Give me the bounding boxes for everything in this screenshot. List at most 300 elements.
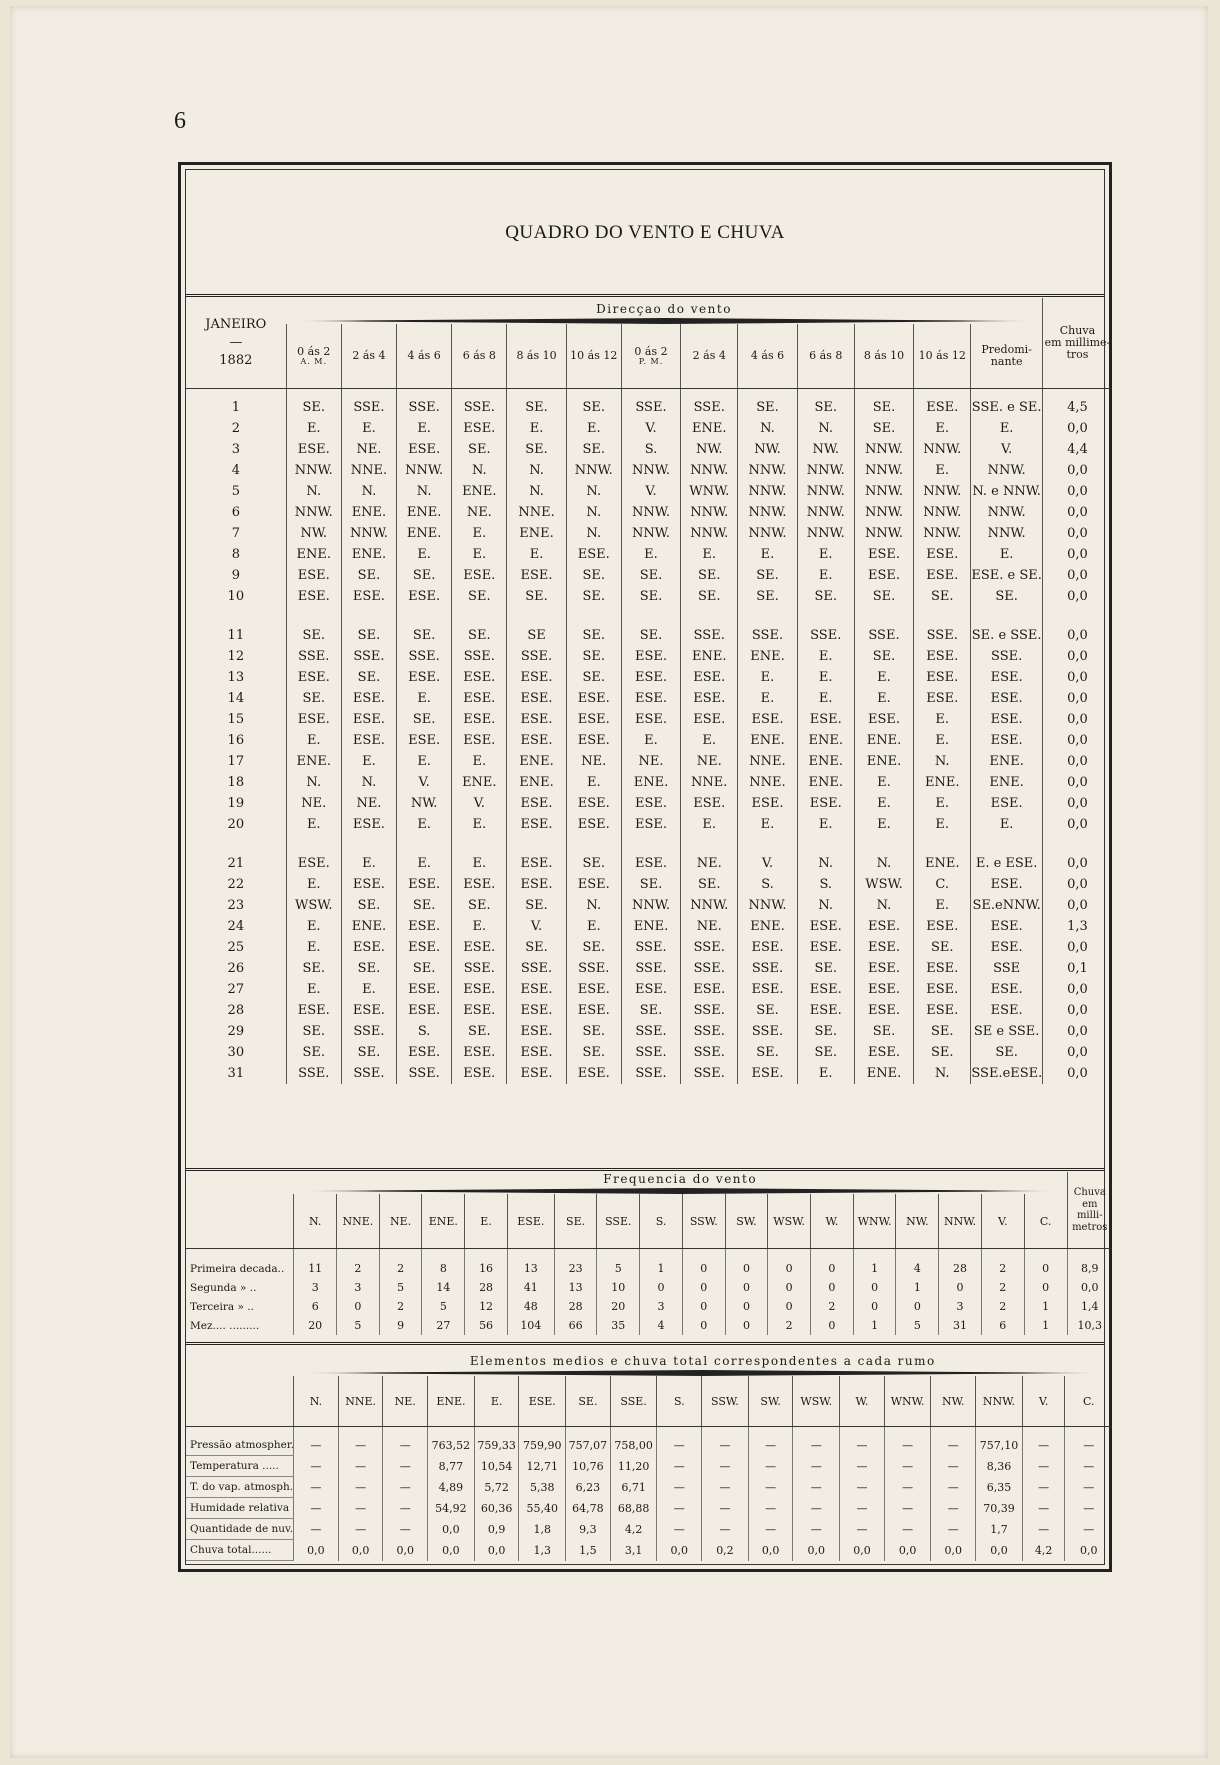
direction-cell: N. <box>507 481 566 502</box>
direction-cell: E. <box>397 853 452 874</box>
direction-cell: NE. <box>341 439 396 460</box>
direction-cell: NNW. <box>341 523 396 544</box>
direction-cell: SE. <box>566 625 621 646</box>
frequency-cell: 1 <box>853 1249 896 1279</box>
direction-cell: ESE. <box>286 667 341 688</box>
direction-cell: SE. <box>397 958 452 979</box>
frequency-cell: 23 <box>554 1249 597 1279</box>
direction-cell: ESE. <box>452 874 507 895</box>
direction-cell: ESE. <box>397 1042 452 1063</box>
rain-header: Chuva em millime- tros <box>1042 298 1112 389</box>
frequency-cell: 5 <box>597 1249 640 1279</box>
elements-col-header: ENE. <box>428 1376 475 1427</box>
frequency-col-header: WNW. <box>853 1194 896 1249</box>
direction-cell: E. <box>738 544 797 565</box>
direction-cell: ESE. <box>971 730 1043 751</box>
direction-cell: SE. <box>681 565 738 586</box>
elements-cell: 0,0 <box>383 1540 428 1561</box>
table-row <box>186 688 1112 709</box>
day-cell: 4 <box>231 463 240 478</box>
frequency-cell: 13 <box>554 1278 597 1297</box>
frequency-cell: 1 <box>640 1249 683 1279</box>
elements-cell: 1,7 <box>976 1519 1023 1540</box>
direction-cell: NNW. <box>621 502 680 523</box>
direction-cell: ESE. <box>854 937 913 958</box>
rain-cell: 0,0 <box>1042 772 1112 793</box>
elements-cell: 5,72 <box>474 1477 519 1498</box>
direction-cell: ESE. <box>914 667 971 688</box>
direction-cell: E. <box>681 544 738 565</box>
direction-cell: SSE. <box>397 389 452 419</box>
direction-cell: NNW. <box>397 460 452 481</box>
direction-cell: ENE. <box>397 502 452 523</box>
direction-cell: N. <box>797 895 854 916</box>
direction-cell: SSE. <box>621 1021 680 1042</box>
direction-cell: SE. <box>341 667 396 688</box>
frequency-cell: 31 <box>939 1316 982 1335</box>
rain-cell: 1,3 <box>1042 916 1112 937</box>
direction-cell: ESE. <box>507 1042 566 1063</box>
frequency-cell: 0 <box>811 1316 854 1335</box>
direction-cell: SE. <box>566 853 621 874</box>
direction-cell: V. <box>621 481 680 502</box>
elements-cell: — <box>840 1498 885 1519</box>
table-row <box>186 1249 1112 1279</box>
direction-cell: SE. <box>914 1021 971 1042</box>
direction-cell: SE. <box>971 1042 1043 1063</box>
rain-cell: 0,0 <box>1042 751 1112 772</box>
day-cell: 5 <box>231 484 240 499</box>
direction-cell: ESE. <box>286 1000 341 1021</box>
direction-cell: ENE. <box>797 751 854 772</box>
day-cell: 8 <box>231 547 240 562</box>
direction-cell: E. <box>914 460 971 481</box>
direction-cell: SE. <box>738 1042 797 1063</box>
direction-cell: ESE. <box>797 979 854 1000</box>
direction-cell: SE. <box>507 389 566 419</box>
rain-cell: 0,0 <box>1042 1042 1112 1063</box>
frequency-col-header: SW. <box>725 1194 768 1249</box>
direction-cell: NNW. <box>681 523 738 544</box>
direction-cell: NW. <box>286 523 341 544</box>
frequency-cell: 104 <box>507 1316 554 1335</box>
elements-cell: 0,2 <box>702 1540 749 1561</box>
day-cell: 31 <box>227 1066 245 1081</box>
direction-cell: E. <box>914 730 971 751</box>
wind-col-header <box>566 324 621 389</box>
table-row <box>186 853 1112 874</box>
direction-cell: ESE. <box>452 565 507 586</box>
direction-cell: SSE. <box>621 1063 680 1084</box>
direction-cell: ENE. <box>738 730 797 751</box>
elements-cell: — <box>702 1477 749 1498</box>
direction-cell: ESE. <box>914 916 971 937</box>
table-row <box>186 1316 1112 1335</box>
row-label: Chuva total...... <box>186 1540 294 1561</box>
rain-cell: 0,0 <box>1042 688 1112 709</box>
frequency-rain-header: Chuva em milli- metros <box>1067 1172 1112 1249</box>
direction-cell: ESE. <box>681 709 738 730</box>
direction-cell: NNW. <box>621 523 680 544</box>
elements-cell: 0,0 <box>428 1540 475 1561</box>
direction-cell: E. <box>286 937 341 958</box>
decade-gap <box>186 835 1112 853</box>
day-cell: 19 <box>227 796 245 811</box>
direction-cell: NNW. <box>854 481 913 502</box>
direction-cell: N. <box>797 418 854 439</box>
elements-cell: — <box>294 1477 339 1498</box>
frequency-cell: 0 <box>682 1249 725 1279</box>
direction-cell: SE. <box>566 565 621 586</box>
direction-cell: SSE. <box>738 625 797 646</box>
direction-cell: ESE. <box>621 793 680 814</box>
elements-cell: — <box>1065 1456 1112 1477</box>
rain-cell: 0,0 <box>1042 895 1112 916</box>
direction-cell: N. <box>341 772 396 793</box>
table-row <box>186 565 1112 586</box>
page-number: 6 <box>174 108 186 134</box>
direction-cell: NNW. <box>914 481 971 502</box>
direction-cell: N. <box>566 502 621 523</box>
direction-cell: ESE. <box>621 853 680 874</box>
elements-cell: — <box>657 1498 702 1519</box>
direction-cell: E. <box>286 814 341 835</box>
wind-col-period: P. M. <box>638 356 664 366</box>
frequency-cell: 3 <box>337 1278 380 1297</box>
direction-cell: ENE. <box>507 523 566 544</box>
table-row <box>186 874 1112 895</box>
direction-cell: SE <box>507 625 566 646</box>
direction-cell: ESE. <box>507 709 566 730</box>
rain-cell: 0,0 <box>1042 565 1112 586</box>
direction-cell: ESE. <box>681 793 738 814</box>
direction-cell: ENE. <box>971 751 1043 772</box>
table-row <box>186 979 1112 1000</box>
direction-cell: SE. <box>507 937 566 958</box>
elements-cell: — <box>748 1519 793 1540</box>
direction-cell: ESE. <box>286 709 341 730</box>
direction-cell: ESE. <box>397 916 452 937</box>
direction-cell: NNW. <box>797 481 854 502</box>
direction-cell: S. <box>621 439 680 460</box>
frequency-col-header: NNE. <box>337 1194 380 1249</box>
direction-cell: ESE. <box>452 1000 507 1021</box>
direction-cell: ESE. <box>971 1000 1043 1021</box>
direction-cell: SSE. <box>341 1063 396 1084</box>
direction-cell: E. <box>341 418 396 439</box>
elements-cell: 0,0 <box>657 1540 702 1561</box>
table-row <box>186 958 1112 979</box>
direction-cell: V. <box>452 793 507 814</box>
direction-cell: ESE. <box>914 958 971 979</box>
direction-cell: SSE. <box>507 958 566 979</box>
direction-cell: ENE. <box>397 523 452 544</box>
direction-cell: C. <box>914 874 971 895</box>
direction-cell: ESE. <box>566 1063 621 1084</box>
frequency-cell: 41 <box>507 1278 554 1297</box>
frequency-col-header: E. <box>465 1194 508 1249</box>
direction-cell: SE. <box>621 874 680 895</box>
frequency-cell: 20 <box>597 1297 640 1316</box>
direction-cell: NNW. <box>738 460 797 481</box>
elements-cell: — <box>657 1427 702 1456</box>
direction-cell: ENE. <box>681 646 738 667</box>
direction-cell: NNE. <box>341 460 396 481</box>
direction-cell: ESE. <box>507 688 566 709</box>
elements-cell: 4,2 <box>1022 1540 1065 1561</box>
day-cell: 21 <box>227 856 245 871</box>
direction-cell: SSE.eESE. <box>971 1063 1043 1084</box>
table-row <box>186 418 1112 439</box>
direction-cell: SE. <box>681 874 738 895</box>
elements-col-header: NW. <box>931 1376 976 1427</box>
direction-cell: SE. e SSE. <box>971 625 1043 646</box>
elements-col-header: WSW. <box>793 1376 840 1427</box>
frequency-cell: 3 <box>640 1297 683 1316</box>
direction-cell: ENE. <box>286 751 341 772</box>
direction-cell: ESE. <box>341 1000 396 1021</box>
frequency-cell: 5 <box>896 1316 939 1335</box>
direction-cell: ENE. <box>507 772 566 793</box>
direction-cell: N. <box>566 481 621 502</box>
elements-cell: — <box>793 1477 840 1498</box>
elements-cell: — <box>884 1456 931 1477</box>
direction-cell: E. <box>286 418 341 439</box>
direction-cell: SE. <box>738 565 797 586</box>
rain-cell: 0,0 <box>1042 544 1112 565</box>
rain-cell: 0,0 <box>1042 625 1112 646</box>
elements-cell: — <box>702 1519 749 1540</box>
elements-cell: — <box>383 1477 428 1498</box>
direction-cell: SE. <box>738 389 797 419</box>
rain-cell: 4,5 <box>1042 389 1112 419</box>
direction-cell: SSE. <box>681 1000 738 1021</box>
direction-cell: ESE. <box>507 793 566 814</box>
day-cell: 28 <box>227 1003 245 1018</box>
direction-cell: ESE. <box>397 439 452 460</box>
elements-cell: — <box>1065 1477 1112 1498</box>
direction-cell: NNW. <box>854 439 913 460</box>
elements-col-header: S. <box>657 1376 702 1427</box>
elements-cell: — <box>884 1477 931 1498</box>
direction-cell: ESE. <box>854 1000 913 1021</box>
elements-cell: 0,0 <box>884 1540 931 1561</box>
direction-cell: E. <box>914 814 971 835</box>
elements-cell: — <box>1022 1498 1065 1519</box>
wind-col-label: 8 ás 10 <box>516 348 557 362</box>
direction-cell: SE. <box>566 937 621 958</box>
direction-cell: NW. <box>397 793 452 814</box>
direction-cell: SSE. <box>341 1021 396 1042</box>
direction-cell: ESE. <box>397 937 452 958</box>
direction-cell: SSE. <box>681 937 738 958</box>
frequency-cell: 0 <box>725 1278 768 1297</box>
wind-col-header <box>507 324 566 389</box>
direction-cell: ESE. <box>797 916 854 937</box>
frequency-cell: 11 <box>294 1249 337 1279</box>
direction-cell: E. <box>971 814 1043 835</box>
rain-cell: 0,0 <box>1042 1021 1112 1042</box>
direction-cell: ESE. <box>566 709 621 730</box>
direction-cell: E. <box>797 688 854 709</box>
elements-cell: — <box>294 1427 339 1456</box>
direction-cell: SE. <box>854 586 913 607</box>
direction-cell: E. <box>397 544 452 565</box>
frequency-col-header: N. <box>294 1194 337 1249</box>
elements-cell: 4,2 <box>610 1519 657 1540</box>
direction-cell: SE. <box>914 586 971 607</box>
frequency-col-header: ENE. <box>422 1194 465 1249</box>
table-row <box>186 1297 1112 1316</box>
direction-cell: SE. <box>914 937 971 958</box>
direction-cell: ESE. <box>621 814 680 835</box>
divider-bottom <box>186 1342 1104 1345</box>
direction-cell: ESE. <box>452 937 507 958</box>
frequency-col-header: V. <box>981 1194 1024 1249</box>
elements-cell: 11,20 <box>610 1456 657 1477</box>
elements-cell: — <box>338 1456 383 1477</box>
elements-cell: 0,0 <box>840 1540 885 1561</box>
direction-cell: NNW. <box>797 502 854 523</box>
direction-cell: ENE. <box>286 544 341 565</box>
direction-cell: E. <box>738 814 797 835</box>
direction-cell: SE. <box>286 1021 341 1042</box>
direction-cell: SE e SSE. <box>971 1021 1043 1042</box>
direction-cell: ESE. <box>452 667 507 688</box>
direction-cell: NE. <box>341 793 396 814</box>
direction-cell: ENE. <box>452 481 507 502</box>
table-row <box>186 1021 1112 1042</box>
elements-cell: — <box>383 1456 428 1477</box>
direction-cell: ESE. <box>971 667 1043 688</box>
direction-cell: SE. <box>341 625 396 646</box>
frequency-cell: 3 <box>939 1297 982 1316</box>
direction-cell: SE. <box>566 1021 621 1042</box>
wind-frequency-table <box>186 1172 1112 1335</box>
wind-col-label: 6 ás 8 <box>462 348 496 362</box>
rain-cell: 0,0 <box>1042 874 1112 895</box>
elements-col-header: N. <box>294 1376 339 1427</box>
direction-cell: SSE. <box>452 958 507 979</box>
wind-direction-table <box>186 298 1112 1084</box>
direction-cell: ESE. <box>971 688 1043 709</box>
direction-cell: E. <box>797 544 854 565</box>
direction-cell: E. <box>738 667 797 688</box>
direction-cell: S. <box>738 874 797 895</box>
direction-cell: N. <box>341 481 396 502</box>
frequency-cell: 0 <box>768 1249 811 1279</box>
frequency-cell: 1 <box>896 1278 939 1297</box>
elements-cell: — <box>702 1427 749 1456</box>
elements-col-header: NNE. <box>338 1376 383 1427</box>
direction-cell: N. <box>397 481 452 502</box>
direction-cell: ESE. <box>507 730 566 751</box>
direction-cell: ESE. <box>397 667 452 688</box>
direction-cell: SE. <box>507 439 566 460</box>
rain-cell: 0,1 <box>1042 958 1112 979</box>
rain-cell: 0,0 <box>1042 646 1112 667</box>
table-row <box>186 460 1112 481</box>
frequency-col-header: SE. <box>554 1194 597 1249</box>
direction-cell: NNW. <box>286 502 341 523</box>
direction-cell: SE.eNNW. <box>971 895 1043 916</box>
elements-cell: — <box>1022 1427 1065 1456</box>
direction-cell: E. <box>566 418 621 439</box>
direction-cell: ESE. <box>341 709 396 730</box>
day-cell: 20 <box>227 817 245 832</box>
direction-cell: ESE. <box>507 874 566 895</box>
direction-cell: V. <box>738 853 797 874</box>
frequency-cell: 14 <box>422 1278 465 1297</box>
direction-cell: ESE. <box>738 709 797 730</box>
elements-cell: 60,36 <box>474 1498 519 1519</box>
frequency-cell: 6 <box>981 1316 1024 1335</box>
elements-col-header: W. <box>840 1376 885 1427</box>
direction-cell: NE. <box>681 916 738 937</box>
direction-cell: NNW. <box>621 460 680 481</box>
frequency-col-header: NNW. <box>939 1194 982 1249</box>
direction-cell: E. <box>507 418 566 439</box>
direction-cell: ESE. <box>566 1000 621 1021</box>
direction-cell: NNW. <box>621 895 680 916</box>
direction-cell: E. <box>452 544 507 565</box>
elements-cell: — <box>383 1498 428 1519</box>
direction-cell: SE. <box>797 1042 854 1063</box>
frequency-cell: 2 <box>379 1297 422 1316</box>
frequency-cell: 1 <box>1024 1316 1067 1335</box>
direction-cell: E. <box>797 814 854 835</box>
direction-cell: SE. <box>566 389 621 419</box>
elements-cell: 8,77 <box>428 1456 475 1477</box>
frequency-cell: 0 <box>682 1316 725 1335</box>
elements-col-header: WNW. <box>884 1376 931 1427</box>
direction-cell: ESE. <box>397 874 452 895</box>
direction-cell: E. <box>341 751 396 772</box>
direction-cell: SE. <box>341 958 396 979</box>
table-row <box>186 937 1112 958</box>
day-cell: 26 <box>227 961 245 976</box>
direction-cell: ESE. e SE. <box>971 565 1043 586</box>
direction-cell: E. <box>914 895 971 916</box>
frequency-col-header: S. <box>640 1194 683 1249</box>
direction-cell: SSE. <box>971 646 1043 667</box>
medium-elements-table <box>186 1348 1112 1561</box>
direction-cell: ENE. <box>738 646 797 667</box>
direction-cell: ESE. <box>507 667 566 688</box>
direction-cell: SE. <box>854 646 913 667</box>
decade-gap <box>186 607 1112 625</box>
frequency-cell: 2 <box>811 1297 854 1316</box>
elements-cell: 54,92 <box>428 1498 475 1519</box>
direction-cell: ESE. <box>738 937 797 958</box>
direction-cell: ENE. <box>854 1063 913 1084</box>
direction-cell: ESE. <box>397 1000 452 1021</box>
frequency-cell: 0 <box>896 1297 939 1316</box>
table-row <box>186 586 1112 607</box>
frequency-cell: 5 <box>337 1316 380 1335</box>
direction-cell: NNW. <box>914 439 971 460</box>
direction-cell: ESE. <box>971 937 1043 958</box>
direction-cell: E. <box>452 523 507 544</box>
direction-cell: ESE. <box>507 1063 566 1084</box>
wind-col-header <box>854 324 913 389</box>
frequency-cell: 1,4 <box>1067 1297 1112 1316</box>
direction-cell: SSE. <box>397 1063 452 1084</box>
direction-cell: E. <box>854 688 913 709</box>
row-label: Terceira » .. <box>190 1300 254 1313</box>
frequency-col-header: C. <box>1024 1194 1067 1249</box>
direction-cell: NE. <box>681 853 738 874</box>
